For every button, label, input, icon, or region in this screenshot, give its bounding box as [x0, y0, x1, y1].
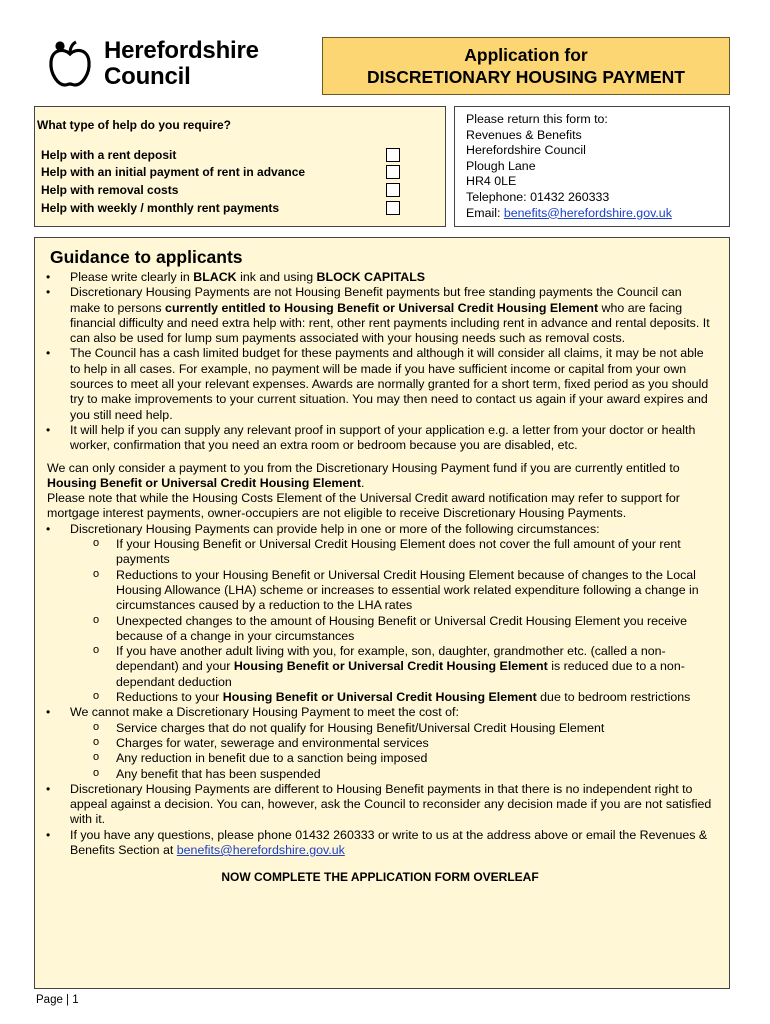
sub-list-item: o Charges for water, sewerage and environmental services: [35, 736, 711, 751]
list-item: • The Council has a cash limited budget for these payments and although it will consider all claims, it may be not able to help in all cases. For example, no payment will be made if you have sufficient income or capital from your own sources to meet all your relevant expenses. Awards are normally granted for a short term, fixed period as you should try to make improvements to your current situation. You may then need to contact us again if your award expires and you still need help.: [35, 346, 713, 422]
help-option-rent-label: Help with weekly / monthly rent payments: [41, 201, 280, 215]
help-option-removal-label: Help with removal costs: [41, 183, 179, 197]
council-logo: [48, 38, 288, 94]
guidance-body: [35, 270, 725, 886]
sub-list-item: o Service charges that do not qualify for Housing Benefit/Universal Credit Housing Element: [35, 721, 711, 736]
title-line-1: Application for: [464, 45, 588, 65]
sub-list-item: o Reductions to your Housing Benefit or Universal Credit Housing Element because of changes to the Local Housing Allowance (LHA) scheme or increases to essential work related expenditure following a change in circumstances caused by a reduction to the LHA rates: [35, 568, 711, 614]
paragraph: We can only consider a payment to you from the Discretionary Housing Payment fund if you are currently entitled to Housing Benefit or Universal Credit Housing Element.: [47, 460, 680, 490]
list-item: • Discretionary Housing Payments can provide help in one or more of the following circumstances:: [35, 522, 713, 537]
apple-logo-icon: [48, 40, 92, 88]
paragraph: Please note that while the Housing Costs Element of the Universal Credit award notification may refer to support for mortgage interest payments, owner-occupiers are not eligible to receive Discretionary Housing Payments.: [47, 491, 680, 521]
return-line: Plough Lane: [466, 158, 536, 173]
logo-line-2: Council: [104, 63, 191, 90]
email-link[interactable]: benefits@herefordshire.gov.uk: [176, 842, 345, 857]
return-email-line: Email: benefits@herefordshire.gov.uk: [466, 205, 672, 220]
help-option-rent-checkbox[interactable]: [386, 201, 400, 215]
return-line: Herefordshire Council: [466, 143, 586, 158]
return-line: Telephone: 01432 260333: [466, 189, 610, 204]
help-question: What type of help do you require?: [37, 118, 232, 132]
guidance-section: [34, 237, 730, 989]
return-address-section: [454, 106, 730, 227]
list-item: • Please write clearly in BLACK ink and using BLOCK CAPITALS: [35, 270, 713, 285]
list-item: • It will help if you can supply any relevant proof in support of your application e.g. a letter from your doctor or health worker, confirmation that you need an extra room or bedroom because you are disabled, etc.: [35, 423, 713, 454]
help-option-advance-checkbox[interactable]: [386, 165, 400, 179]
sub-list-item: o Any benefit that has been suspended: [35, 767, 711, 782]
closing-instruction: NOW COMPLETE THE APPLICATION FORM OVERLEAF: [221, 870, 539, 885]
sub-list-item: o Any reduction in benefit due to a sanction being imposed: [35, 751, 711, 766]
return-line: Revenues & Benefits: [466, 127, 582, 142]
sub-list-item: o If you have another adult living with you, for example, son, daughter, grandmother etc. (called a non-dependant) and your Housing Benefit or Universal Credit Housing Element is reduced due to a non-dependant deduction: [35, 644, 711, 690]
sub-list-item: o Reductions to your Housing Benefit or Universal Credit Housing Element due to bedroom restrictions: [35, 690, 711, 705]
help-type-section: [34, 106, 446, 227]
help-option-deposit-label: Help with a rent deposit: [41, 148, 177, 162]
title-line-2: DISCRETIONARY HOUSING PAYMENT: [367, 67, 685, 87]
list-item: • Discretionary Housing Payments are not Housing Benefit payments but free standing payments the Council can make to persons currently entitled to Housing Benefit or Universal Credit Housing Element who are facing financial difficulty and need extra help with: rent, other rent payments including rent in advance and rental deposits. It can also be used for lump sum payments associated with your housing needs such as removal costs.: [35, 285, 713, 346]
list-item: • We cannot make a Discretionary Housing Payment to meet the cost of:: [35, 705, 713, 720]
help-option-deposit-checkbox[interactable]: [386, 148, 400, 162]
help-option-removal-checkbox[interactable]: [386, 183, 400, 197]
sub-list-item: o If your Housing Benefit or Universal Credit Housing Element does not cover the full amount of your rent payments: [35, 537, 711, 568]
page-number: Page | 1: [36, 994, 79, 1006]
return-heading: Please return this form to:: [466, 112, 608, 126]
email-link[interactable]: benefits@herefordshire.gov.uk: [503, 205, 672, 220]
sub-list-item: o Unexpected changes to the amount of Housing Benefit or Universal Credit Housing Element you receive because of a change in your circumstances: [35, 614, 711, 645]
guidance-title: Guidance to applicants: [50, 247, 243, 267]
help-option-advance-label: Help with an initial payment of rent in advance: [41, 165, 306, 179]
list-item: • Discretionary Housing Payments are different to Housing Benefit payments in that there is no independent right to appeal against a decision. You can, however, ask the Council to reconsider any decision made if you are not satisfied with it.: [35, 782, 713, 828]
logo-line-1: Herefordshire: [104, 37, 259, 64]
list-item: • If you have any questions, please phone 01432 260333 or write to us at the address above or email the Revenues & Benefits Section at benefits@herefordshire.gov.uk: [35, 828, 713, 859]
return-line: HR4 0LE: [466, 174, 517, 189]
form-title: [322, 37, 730, 95]
